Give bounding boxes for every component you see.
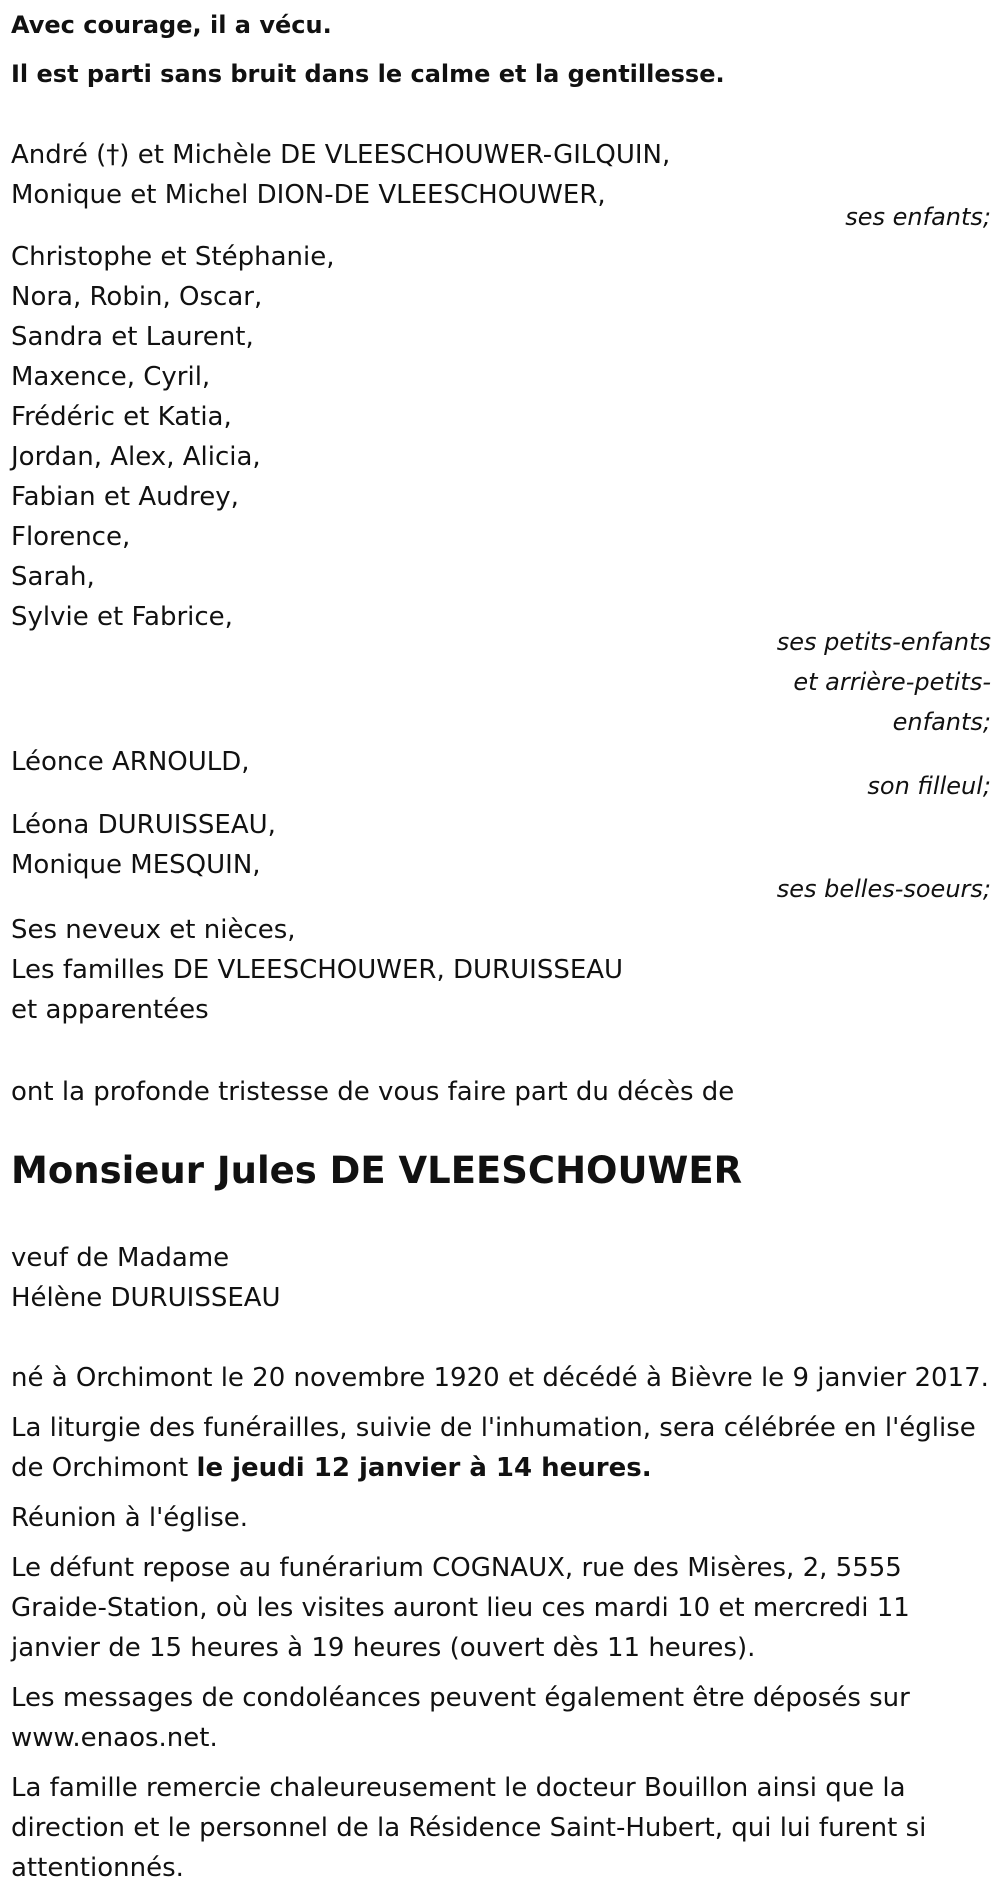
widower-block bbox=[11, 1238, 991, 1323]
birth-death: né à Orchimont le 20 novembre 1920 et décédé à Bièvre le 9 janvier 2017. bbox=[11, 1363, 989, 1393]
godson-relation: son filleul; bbox=[867, 772, 991, 800]
intro-line-2: Il est parti sans bruit dans le calme et la gentillesse. bbox=[11, 60, 725, 88]
funeral-info bbox=[11, 1408, 991, 1488]
children-block bbox=[11, 135, 991, 245]
grandchild-name: Maxence, Cyril, bbox=[11, 362, 211, 392]
other-relatives-line: et apparentées bbox=[11, 995, 209, 1025]
other-relatives-line: Les familles DE VLEESCHOUWER, DURUISSEAU bbox=[11, 955, 624, 985]
grandchild-name: Fabian et Audrey, bbox=[11, 482, 239, 512]
widower-line: veuf de Madame bbox=[11, 1243, 230, 1273]
grandchildren-relation-line-1: ses petits-enfants bbox=[776, 628, 991, 656]
grandchild-name: Nora, Robin, Oscar, bbox=[11, 282, 263, 312]
children-name: André (†) et Michèle DE VLEESCHOUWER-GILQUIN, bbox=[11, 140, 671, 170]
intro-line-1: Avec courage, il a vécu. bbox=[11, 11, 332, 39]
other-relatives-block bbox=[11, 910, 991, 1035]
thanks: La famille remercie chaleureusement le docteur Bouillon ainsi que la direction et le personnel de la Résidence Saint-Hubert, qui lui furent si attentionnés. bbox=[11, 1773, 927, 1883]
grandchild-name: Sylvie et Fabrice, bbox=[11, 602, 233, 632]
sister-in-law-name: Monique MESQUIN, bbox=[11, 850, 261, 880]
funeral-text: La liturgie des funérailles, suivie de l'inhumation, sera célébrée en l'église de Orchimont bbox=[11, 1413, 976, 1483]
other-relatives-line: Ses neveux et nièces, bbox=[11, 915, 296, 945]
grandchildren-block bbox=[11, 237, 991, 737]
grandchild-name: Jordan, Alex, Alicia, bbox=[11, 442, 261, 472]
godson-name: Léonce ARNOULD, bbox=[11, 747, 250, 777]
sisters-in-law-relation: ses belles-soeurs; bbox=[776, 875, 991, 903]
grandchild-name: Christophe et Stéphanie, bbox=[11, 242, 335, 272]
grandchildren-relation-line-3: enfants; bbox=[892, 708, 991, 736]
deceased-name: Monsieur Jules DE VLEESCHOUWER bbox=[11, 1149, 743, 1192]
announcement: ont la profonde tristesse de vous faire part du décès de bbox=[11, 1077, 735, 1107]
sister-in-law-name: Léona DURUISSEAU, bbox=[11, 810, 276, 840]
funeral-date: le jeudi 12 janvier à 14 heures. bbox=[196, 1453, 652, 1483]
grandchild-name: Frédéric et Katia, bbox=[11, 402, 232, 432]
visits-info: Le défunt repose au funérarium COGNAUX, rue des Misères, 2, 5555 Graide-Station, où les visites auront lieu ces mardi 10 et mercredi 11 janvier de 15 heures à 19 heures (ouvert dès 11 heures). bbox=[11, 1553, 910, 1663]
sisters-in-law-block bbox=[11, 805, 991, 915]
meeting-info: Réunion à l'église. bbox=[11, 1503, 249, 1533]
grandchild-name: Sandra et Laurent, bbox=[11, 322, 254, 352]
grandchildren-relation-line-2: et arrière-petits- bbox=[793, 668, 991, 696]
children-name: Monique et Michel DION-DE VLEESCHOUWER, bbox=[11, 180, 606, 210]
grandchild-name: Sarah, bbox=[11, 562, 95, 592]
condolences-info: Les messages de condoléances peuvent également être déposés sur www.enaos.net. bbox=[11, 1683, 910, 1753]
widower-line: Hélène DURUISSEAU bbox=[11, 1283, 281, 1313]
grandchild-name: Florence, bbox=[11, 522, 131, 552]
children-relation: ses enfants; bbox=[845, 203, 991, 231]
